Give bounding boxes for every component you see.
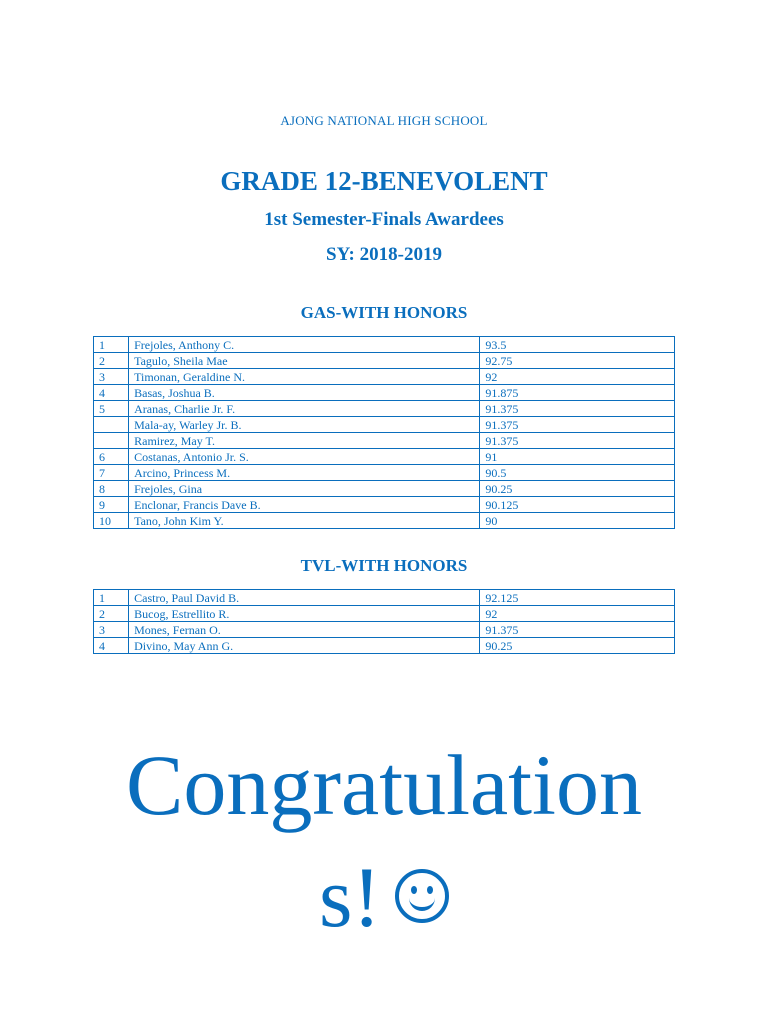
table-row <box>94 433 675 449</box>
rank-cell: 1 <box>94 590 129 606</box>
rank-cell: 5 <box>94 401 129 417</box>
score-cell: 90.25 <box>480 481 675 497</box>
score-cell: 91.375 <box>480 401 675 417</box>
name-cell: Costanas, Antonio Jr. S. <box>129 449 480 465</box>
school-name: AJONG NATIONAL HIGH SCHOOL <box>280 113 488 128</box>
name-cell: Frejoles, Anthony C. <box>129 337 480 353</box>
score-cell: 90 <box>480 513 675 529</box>
section-title: GRADE 12-BENEVOLENT <box>220 166 548 196</box>
score-cell: 91.375 <box>480 433 675 449</box>
name-cell: Ramirez, May T. <box>129 433 480 449</box>
semester-title: 1st Semester-Finals Awardees <box>264 209 504 230</box>
name-cell: Castro, Paul David B. <box>129 590 480 606</box>
smiley-mouth <box>409 893 435 911</box>
score-cell: 91 <box>480 449 675 465</box>
name-cell: Aranas, Charlie Jr. F. <box>129 401 480 417</box>
rank-cell: 2 <box>94 353 129 369</box>
score-cell: 92.75 <box>480 353 675 369</box>
congratulations-text-2: s! <box>318 849 382 945</box>
score-cell: 90.5 <box>480 465 675 481</box>
table-row <box>94 481 675 497</box>
name-cell: Bucog, Estrellito R. <box>129 606 480 622</box>
rank-cell: 10 <box>94 513 129 529</box>
table-row <box>94 497 675 513</box>
table-row <box>94 401 675 417</box>
rank-cell: 3 <box>94 369 129 385</box>
table-row <box>94 449 675 465</box>
table-row <box>94 622 675 638</box>
table-row <box>94 353 675 369</box>
score-cell: 90.25 <box>480 638 675 654</box>
rank-cell: 4 <box>94 638 129 654</box>
table-row <box>94 606 675 622</box>
score-cell: 93.5 <box>480 337 675 353</box>
school-year: SY: 2018-2019 <box>326 244 442 265</box>
table-row <box>94 385 675 401</box>
table-row <box>94 638 675 654</box>
table-row <box>94 513 675 529</box>
gas-honors-heading: GAS-WITH HONORS <box>300 303 468 322</box>
name-cell: Mala-ay, Warley Jr. B. <box>129 417 480 433</box>
rank-cell: 4 <box>94 385 129 401</box>
congratulations-line-1 <box>0 737 768 833</box>
rank-cell: 8 <box>94 481 129 497</box>
tvl-honors-heading: TVL-WITH HONORS <box>300 556 468 575</box>
name-cell: Mones, Fernan O. <box>129 622 480 638</box>
rank-cell: 3 <box>94 622 129 638</box>
name-cell: Frejoles, Gina <box>129 481 480 497</box>
rank-cell <box>94 433 129 449</box>
tvl-honors-table <box>93 589 675 654</box>
rank-cell: 2 <box>94 606 129 622</box>
congratulations-line-2 <box>0 849 768 945</box>
score-cell: 91.375 <box>480 622 675 638</box>
score-cell: 90.125 <box>480 497 675 513</box>
rank-cell: 1 <box>94 337 129 353</box>
gas-honors-body <box>94 337 675 529</box>
gas-honors-table <box>93 336 675 529</box>
name-cell: Timonan, Geraldine N. <box>129 369 480 385</box>
table-row <box>94 465 675 481</box>
score-cell: 91.875 <box>480 385 675 401</box>
rank-cell: 7 <box>94 465 129 481</box>
tvl-honors-body <box>94 590 675 654</box>
congratulations-text-1: Congratulation <box>126 737 642 833</box>
name-cell: Divino, May Ann G. <box>129 638 480 654</box>
rank-cell <box>94 417 129 433</box>
score-cell: 92.125 <box>480 590 675 606</box>
name-cell: Enclonar, Francis Dave B. <box>129 497 480 513</box>
smiley-face-icon <box>395 869 449 923</box>
name-cell: Tano, John Kim Y. <box>129 513 480 529</box>
rank-cell: 6 <box>94 449 129 465</box>
table-row <box>94 369 675 385</box>
name-cell: Basas, Joshua B. <box>129 385 480 401</box>
score-cell: 92 <box>480 606 675 622</box>
name-cell: Tagulo, Sheila Mae <box>129 353 480 369</box>
rank-cell: 9 <box>94 497 129 513</box>
table-row <box>94 337 675 353</box>
table-row <box>94 590 675 606</box>
score-cell: 91.375 <box>480 417 675 433</box>
table-row <box>94 417 675 433</box>
name-cell: Arcino, Princess M. <box>129 465 480 481</box>
score-cell: 92 <box>480 369 675 385</box>
